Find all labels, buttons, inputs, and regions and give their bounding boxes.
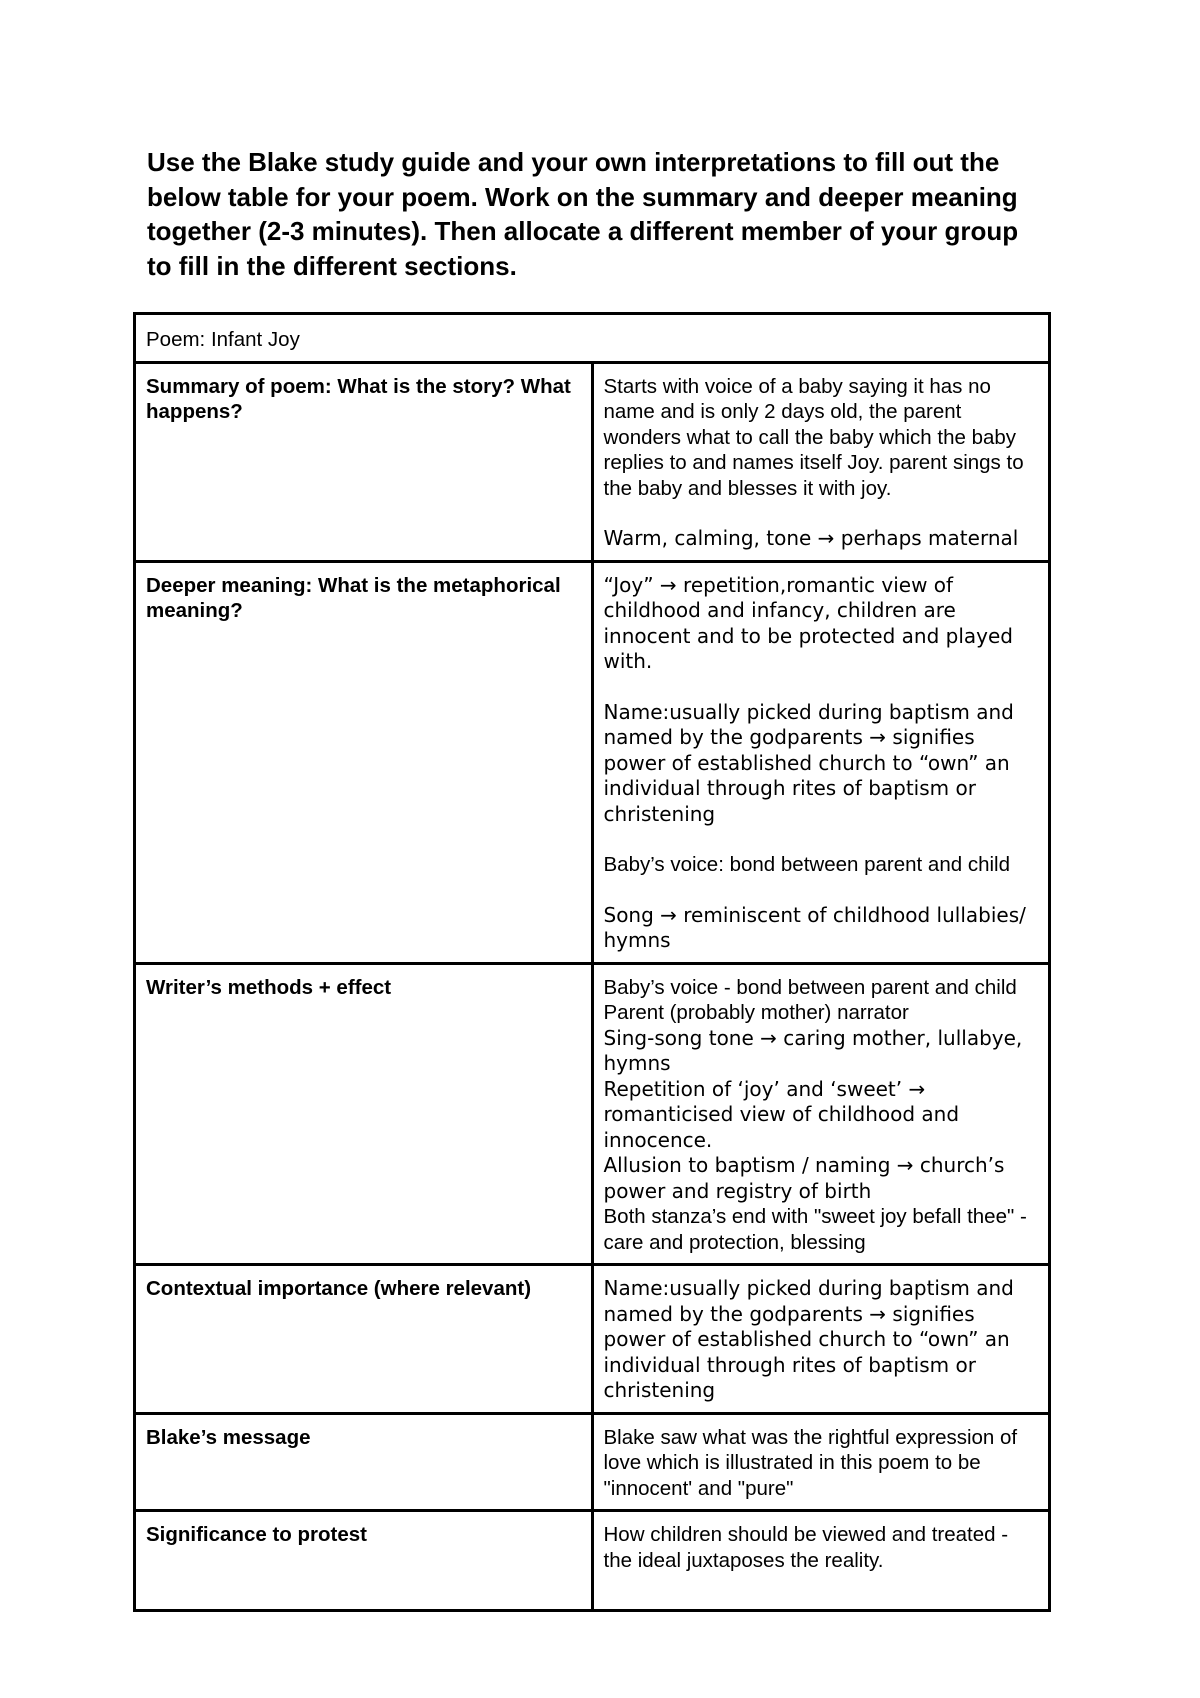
table-row	[135, 561, 1050, 963]
row-content-deeper-meaning	[592, 561, 1050, 963]
row-label-blakes-message: Blake’s message	[135, 1413, 593, 1511]
methods-line: Parent (probably mother) narrator	[603, 1001, 909, 1024]
protest-paragraph: How children should be viewed and treated - the ideal juxtaposes the reality.	[603, 1523, 1009, 1572]
methods-line: Allusion to baptism / naming → church’s power and registry of birth	[603, 1153, 1005, 1203]
deeper-meaning-paragraph: Song → reminiscent of childhood lullabies/ hymns	[603, 902, 1026, 952]
deeper-meaning-paragraph: Baby’s voice: bond between parent and child	[603, 853, 1010, 876]
summary-paragraph: Starts with voice of a baby saying it has no name and is only 2 days old, the parent wonders what to call the baby which the baby replies to and names itself Joy. parent sings to the baby and blesses it with joy.	[603, 374, 1024, 500]
row-label-deeper-meaning: Deeper meaning: What is the metaphorical meaning?	[135, 561, 593, 963]
table-row	[135, 1511, 1050, 1611]
row-content-significance-to-protest	[592, 1511, 1050, 1611]
row-label-significance-to-protest: Significance to protest	[135, 1511, 593, 1611]
poem-title-cell: Poem: Infant Joy	[135, 314, 1050, 363]
methods-line: Baby’s voice - bond between parent and child	[603, 975, 1017, 999]
summary-tone-paragraph: Warm, calming, tone → perhaps maternal	[603, 526, 1019, 550]
table-row-poem-title	[135, 314, 1050, 363]
poem-analysis-table	[133, 312, 1051, 1612]
row-content-writers-methods	[592, 963, 1050, 1265]
deeper-meaning-paragraph: “Joy” → repetition,romantic view of childhood and infancy, children are innocent and to be protected and played with.	[603, 572, 1013, 673]
row-content-summary	[592, 362, 1050, 561]
methods-line: Sing-song tone → caring mother, lullabye, hymns	[603, 1025, 1023, 1075]
message-paragraph: Blake saw what was the rightful expression of love which is illustrated in this poem to be "innocent' and "pure"	[603, 1425, 1018, 1500]
row-content-blakes-message	[592, 1413, 1050, 1511]
table-row	[135, 1413, 1050, 1511]
context-paragraph: Name:usually picked during baptism and named by the godparents → signifies power of established church to “own” an individual through rites of baptism or christening	[603, 1276, 1014, 1402]
row-label-summary: Summary of poem: What is the story? What happens?	[135, 362, 593, 561]
methods-line: Repetition of ‘joy’ and ‘sweet’ → romanticised view of childhood and innocence.	[603, 1076, 960, 1152]
table-row	[135, 1265, 1050, 1414]
row-label-writers-methods: Writer’s methods + effect	[135, 963, 593, 1265]
row-content-contextual-importance	[592, 1265, 1050, 1414]
instructions-heading: Use the Blake study guide and your own interpretations to fill out the below table for your poem. Work on the summary and deeper meaning together (2-3 minutes). Then allocate a different member of your group to fill in the different sections.	[147, 147, 1019, 281]
table-row	[135, 362, 1050, 561]
methods-line: Both stanza’s end with "sweet joy befall thee" - care and protection, blessing	[603, 1205, 1027, 1254]
table-row	[135, 963, 1050, 1265]
row-label-contextual-importance: Contextual importance (where relevant)	[135, 1265, 593, 1414]
deeper-meaning-paragraph: Name:usually picked during baptism and named by the godparents → signifies power of established church to “own” an individual through rites of baptism or christening	[603, 699, 1014, 826]
